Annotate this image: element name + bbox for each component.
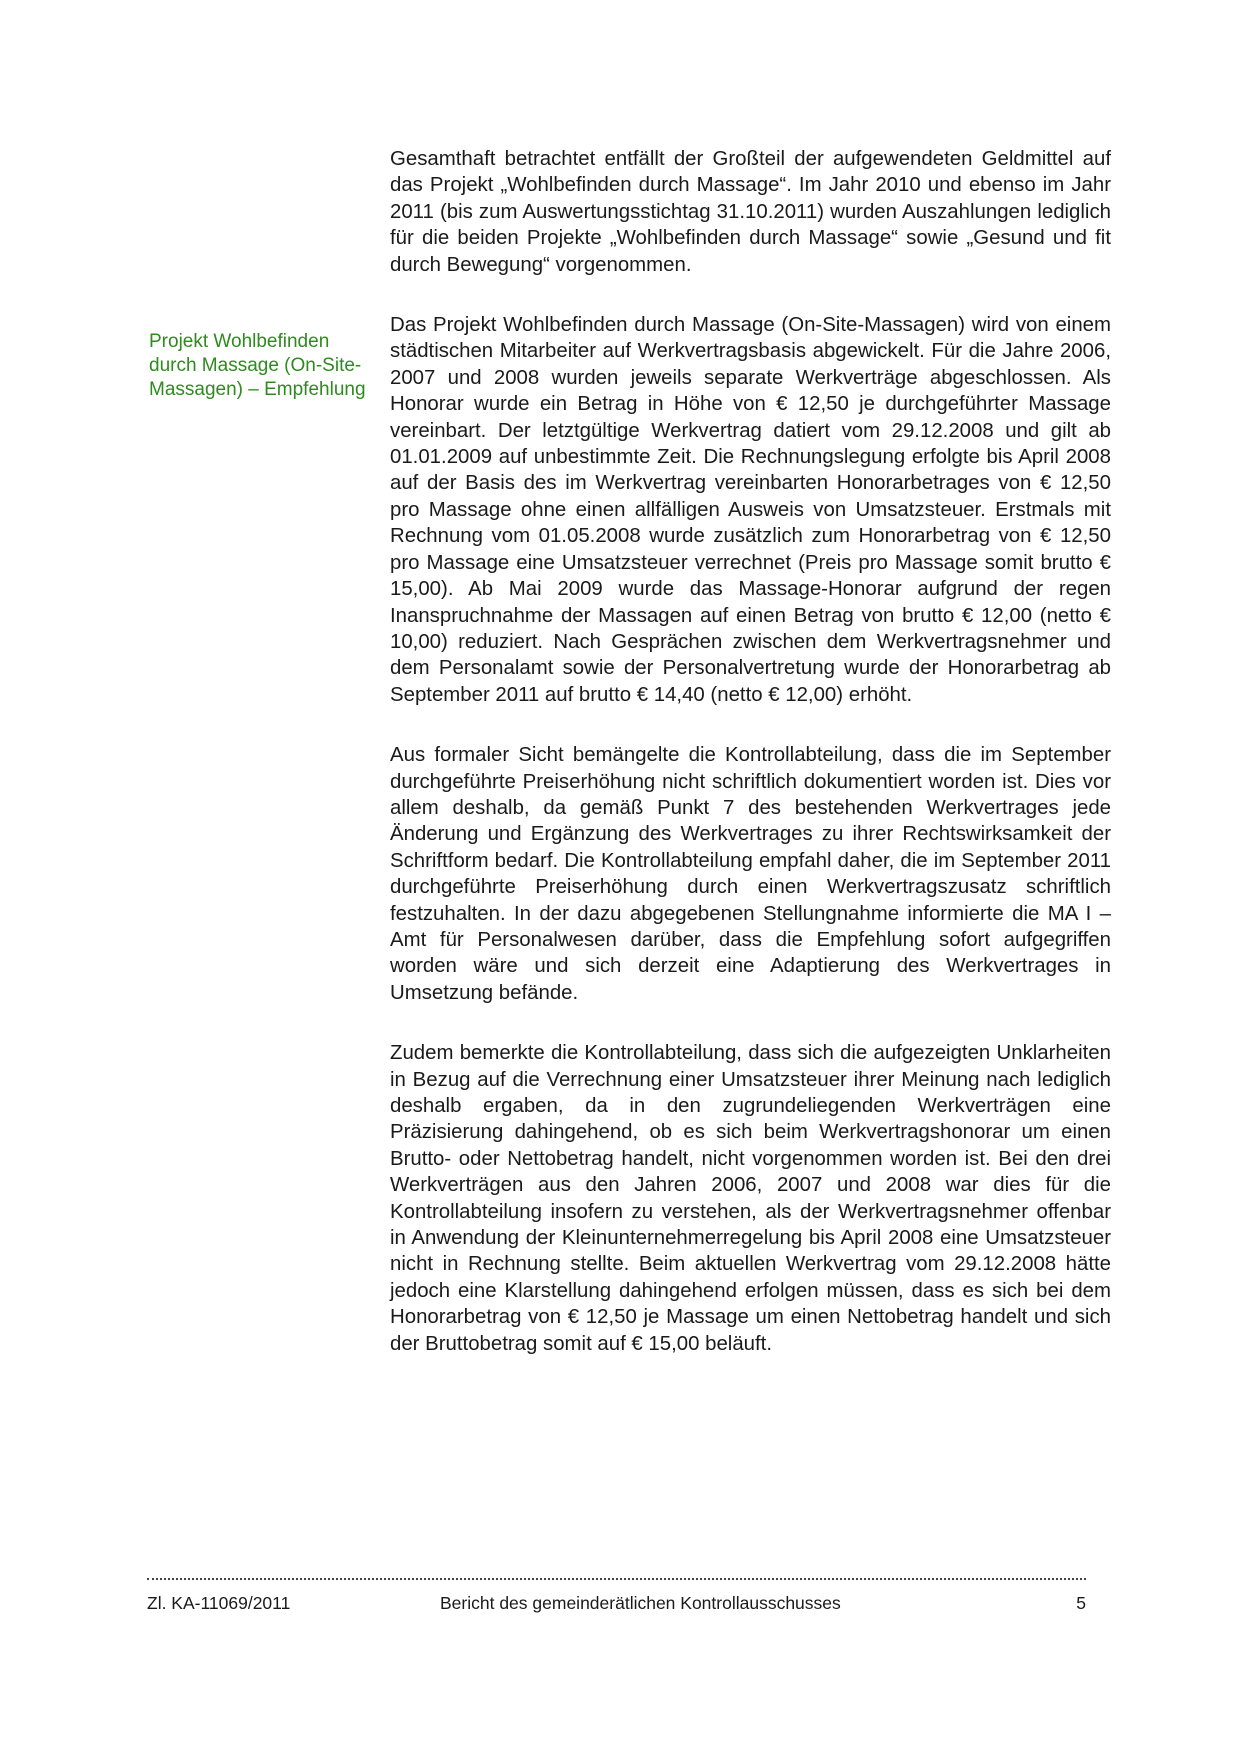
paragraph-vat-remark: Zudem bemerkte die Kontrollabteilung, dass sich die aufgezeigten Unklarheiten in Bezug auf die Verrechnung einer Umsatzsteuer ihrer Meinung nach lediglich deshalb ergaben, da in den zugrundeliegenden Werkverträgen eine Präzisierung dahingehend, ob es sich beim Werkvertragshonorar um einen Brutto- oder Nettobetrag handelt, nicht vorgenommen worden ist. Bei den drei Werkverträgen aus den Jahren 2006, 2007 und 2008 war dies für die Kontrollabteilung insofern zu verstehen, als der Werkvertragsnehmer offenbar in Anwendung der Kleinunternehmerregelung bis April 2008 eine Umsatzsteuer nicht in Rechnung stellte. Beim aktuellen Werkvertrag vom 29.12.2008 hätte jedoch eine Klarstellung dahingehend erfolgen müssen, dass es sich bei dem Honorarbetrag von € 12,50 je Massage um einen Nettobetrag handelt und sich der Bruttobetrag somit auf € 15,00 beläuft. <box>390 1042 1111 1355</box>
footer-title: Bericht des gemeinderätlichen Kontrollausschusses <box>440 1593 841 1613</box>
body-text <box>390 146 1111 1391</box>
paragraph-formal-finding: Aus formaler Sicht bemängelte die Kontrollabteilung, dass die im September durchgeführte Preiserhöhung nicht schriftlich dokumentiert worden ist. Dies vor allem deshalb, da gemäß Punkt 7 des bestehenden Werkvertrages jede Änderung und Ergänzung des Werkvertrages zu ihrer Rechtswirksamkeit der Schriftform bedarf. Die Kontrollabteilung empfahl daher, die im September 2011 durchgeführte Preiserhöhung durch einen Werkvertragszusatz schriftlich festzuhalten. In der dazu abgegebenen Stellungnahme informierte die MA I – Amt für Personalwesen darüber, dass die Empfehlung sofort aufgegriffen worden wäre und sich derzeit eine Adaptierung des Werkvertrages in Umsetzung befände. <box>390 744 1111 1004</box>
page-number: 5 <box>1076 1593 1086 1613</box>
paragraph-intro: Gesamthaft betrachtet entfällt der Großteil der aufgewendeten Geldmittel auf das Projekt „Wohlbefinden durch Massage“. Im Jahr 2010 und ebenso im Jahr 2011 (bis zum Auswertungsstichtag 31.10.2011) wurden Auszahlungen lediglich für die beiden Projekte „Wohlbefinden durch Massage“ sowie „Gesund und fit durch Bewegung“ vorgenommen. <box>390 148 1111 276</box>
page-footer <box>147 1592 1086 1616</box>
footer-divider <box>147 1578 1086 1580</box>
margin-heading: Projekt Wohlbefinden durch Massage (On-Site-Massagen) – Empfehlung <box>149 331 366 400</box>
footer-reference: Zl. KA-11069/2011 <box>147 1593 291 1613</box>
paragraph-project-description: Das Projekt Wohlbefinden durch Massage (On-Site-Massagen) wird von einem städtischen Mitarbeiter auf Werkvertragsbasis abgewickelt. Für die Jahre 2006, 2007 und 2008 wurden jeweils separate Werkverträge abgeschlossen. Als Honorar wurde ein Betrag in Höhe von € 12,50 je durchgeführter Massage vereinbart. Der letztgültige Werkvertrag datiert vom 29.12.2008 und gilt ab 01.01.2009 auf unbestimmte Zeit. Die Rechnungslegung erfolgte bis April 2008 auf der Basis des im Werkvertrag vereinbarten Honorarbetrages von € 12,50 pro Massage ohne einen allfälligen Ausweis von Umsatzsteuer. Erstmals mit Rechnung vom 01.05.2008 wurde zusätzlich zum Honorarbetrag von € 12,50 pro Massage eine Umsatzsteuer verrechnet (Preis pro Massage somit brutto € 15,00). Ab Mai 2009 wurde das Massage-Honorar aufgrund der regen Inanspruchnahme der Massagen auf einen Betrag von brutto € 12,00 (netto € 10,00) reduziert. Nach Gesprächen zwischen dem Werkvertragsnehmer und dem Personalamt sowie der Personalvertretung wurde der Honorarbetrag ab September 2011 auf brutto € 14,40 (netto € 12,00) erhöht. <box>390 314 1111 706</box>
